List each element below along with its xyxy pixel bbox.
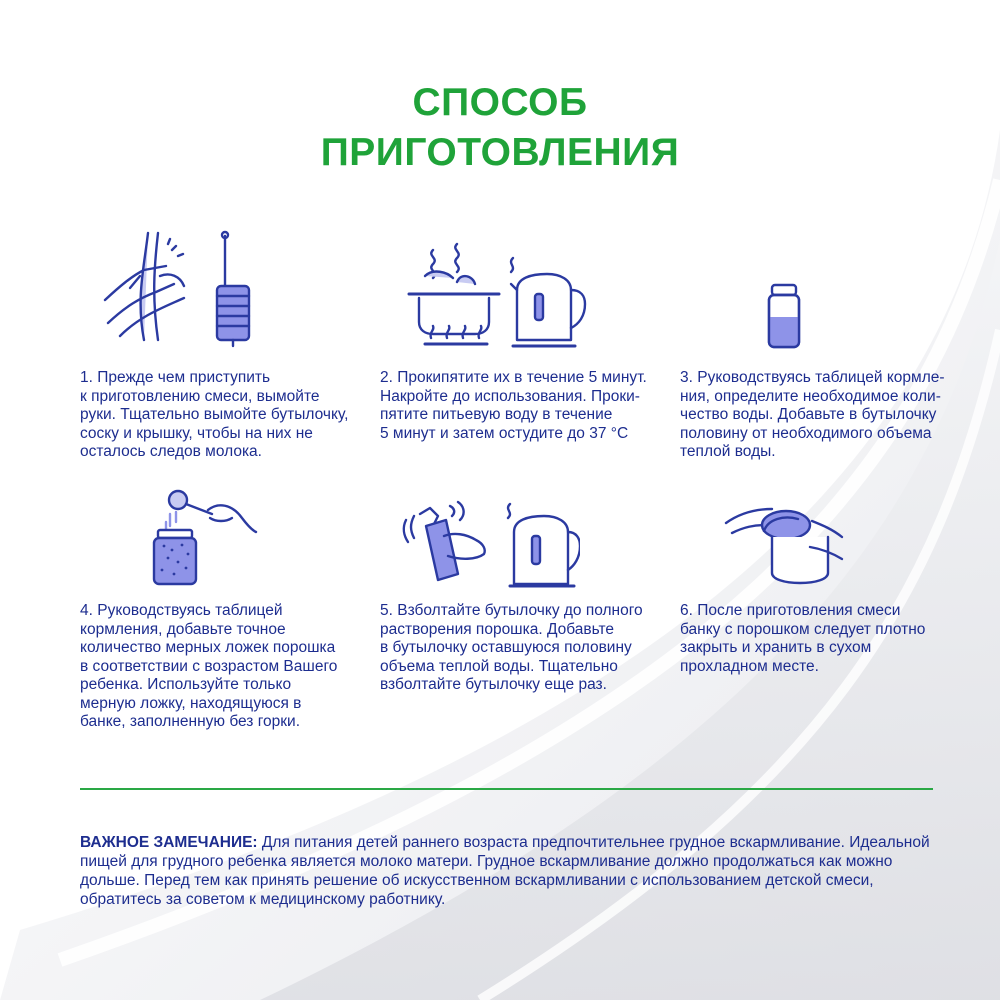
step-2-line: 5 минут и затем остудите до 37 °С [380, 424, 629, 442]
shake-bottle-kettle-icon [400, 490, 580, 590]
step-5-line: растворения порошка. Добавьте [380, 620, 615, 638]
step-2-line: пятите питьевую воду в течение [380, 406, 613, 423]
note-line: обратитесь за советом к медицинскому работнику. [80, 891, 446, 908]
step-1-line: к приготовлению смеси, вымойте [80, 387, 320, 405]
step-5-line: 5. Взболтайте бутылочку до полного [380, 602, 643, 619]
step-1-text [80, 369, 348, 462]
step-4-line: ребенка. Используйте только [80, 676, 292, 693]
note-label: ВАЖНОЕ ЗАМЕЧАНИЕ: [80, 834, 258, 851]
page-title [0, 78, 1000, 178]
step-3-text [680, 369, 945, 462]
title-line-1: СПОСОБ [412, 81, 588, 124]
step-1-line: осталось следов молока. [80, 443, 262, 460]
step-5-line: объема теплой воды. Тщательно [380, 657, 618, 675]
step-4-line: 4. Руководствуясь таблицей [80, 602, 283, 619]
step-1-line: соску и крышку, чтобы на них не [80, 424, 313, 442]
close-can-lid-icon [722, 497, 847, 587]
step-1-line: 1. Прежде чем приступить [80, 369, 271, 386]
step-3-line: 3. Руководствуясь таблицей кормле- [680, 369, 945, 386]
step-4-text [80, 602, 337, 732]
step-1-line: руки. Тщательно вымойте бутылочку, [80, 406, 349, 423]
note-first-line: Для питания детей раннего возраста предпочтительнее грудное вскармливание. Идеальной [257, 834, 930, 851]
step-6-line: закрыть и хранить в сухом [680, 639, 872, 656]
title-line-2: ПРИГОТОВЛЕНИЯ [320, 131, 680, 174]
step-2-line: 2. Прокипятите их в течение 5 минут. [380, 369, 647, 386]
step-6-line: прохладном месте. [680, 657, 819, 675]
step-4-line: банке, заполненную без горки. [80, 713, 301, 730]
step-4-line: мерную ложку, находящуюся в [80, 694, 302, 712]
important-note [80, 833, 930, 909]
step-3-line: половину от необходимого объема [680, 424, 932, 442]
step-3-line: ния, определите необходимое коли- [680, 387, 941, 405]
step-6-line: 6. После приготовления смеси [680, 602, 901, 619]
bottle-water-icon [766, 283, 802, 349]
note-line: пищей для грудного ребенка является молоко матери. Грудное вскармливание должно продолжаться как можно [80, 853, 893, 870]
step-2-line: Накройте до использования. Проки- [380, 387, 640, 405]
step-4-line: количество мерных ложек порошка [80, 639, 336, 656]
step-5-text [380, 602, 643, 695]
section-divider [80, 788, 933, 790]
hands-washing-bottle-brush-icon [100, 228, 280, 353]
note-line: дольше. Перед тем как принять решение об искусственном вскармливании с использованием детской смеси, [80, 872, 874, 889]
step-6-line: банку с порошком следует плотно [680, 620, 926, 638]
step-6-text [680, 602, 925, 676]
note-line [80, 833, 930, 852]
step-4-line: кормления, добавьте точное [80, 620, 286, 638]
step-4-line: в соответствии с возрастом Вашего [80, 657, 338, 675]
step-5-line: взболтайте бутылочку еще раз. [380, 676, 607, 693]
scoop-powder-bottle-icon [148, 488, 258, 588]
boiling-pot-kettle-icon [405, 242, 590, 352]
step-5-line: в бутылочку оставшуюся половину [380, 639, 632, 656]
step-2-text [380, 369, 647, 443]
step-3-line: теплой воды. [680, 443, 776, 460]
step-3-line: чество воды. Добавьте в бутылочку [680, 406, 937, 423]
